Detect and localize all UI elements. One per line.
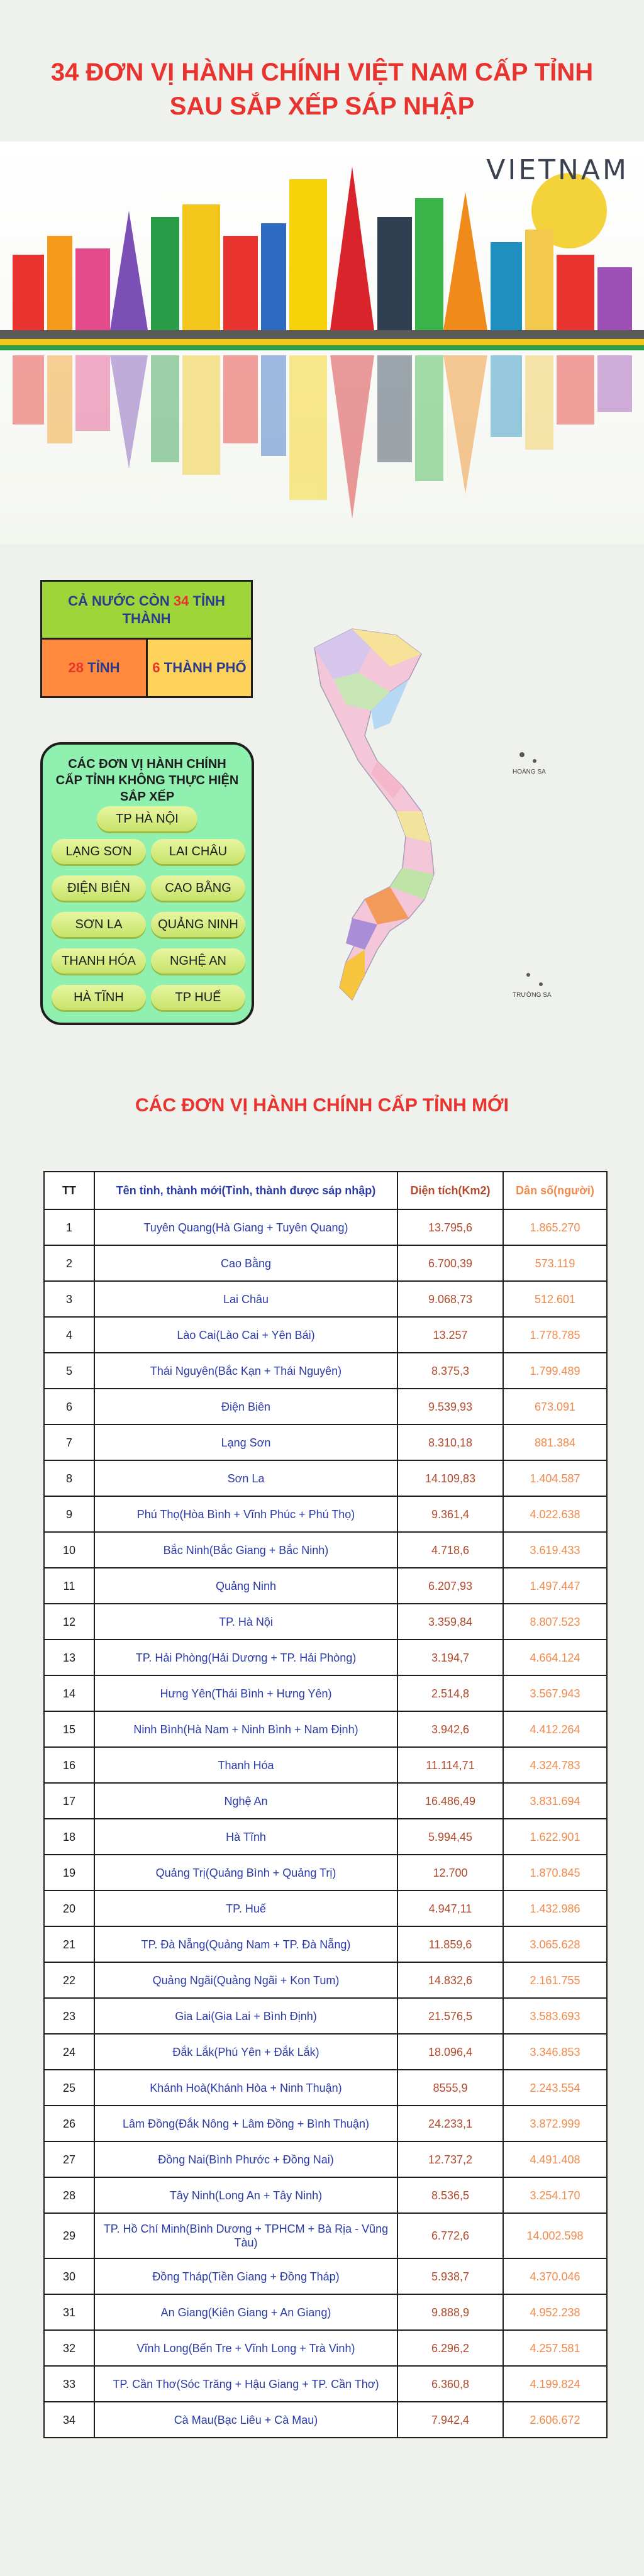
cell-tt: 25 <box>44 2070 94 2106</box>
cell-population: 1.870.845 <box>503 1855 607 1890</box>
cell-population: 1.432.986 <box>503 1890 607 1926</box>
unit-pill: LAI CHÂU <box>151 839 245 864</box>
table-row <box>44 2106 607 2141</box>
skyline-banner <box>0 142 644 544</box>
cell-population: 3.065.628 <box>503 1926 607 1962</box>
cell-tt: 4 <box>44 1317 94 1353</box>
cell-tt: 6 <box>44 1389 94 1424</box>
cell-tt: 17 <box>44 1783 94 1819</box>
cell-name: Đồng Tháp(Tiền Giang + Đồng Tháp) <box>94 2258 397 2294</box>
cell-name: Thái Nguyên(Bắc Kạn + Thái Nguyên) <box>94 1353 397 1389</box>
table-row <box>44 2258 607 2294</box>
table-row <box>44 2402 607 2438</box>
total-suffix: TỈNH THÀNH <box>122 592 225 626</box>
cell-population: 3.346.853 <box>503 2034 607 2070</box>
cell-population: 1.622.901 <box>503 1819 607 1855</box>
unit-pill: THANH HÓA <box>52 948 146 974</box>
cell-name: Hà Tĩnh <box>94 1819 397 1855</box>
table-row <box>44 1245 607 1281</box>
unit-pill: QUẢNG NINH <box>151 912 245 937</box>
province-number: 28 <box>68 660 84 675</box>
table-row <box>44 2177 607 2213</box>
cell-population: 573.119 <box>503 1245 607 1281</box>
table-row <box>44 1460 607 1496</box>
cell-area: 13.257 <box>397 1317 503 1353</box>
cell-population: 3.567.943 <box>503 1675 607 1711</box>
cell-area: 8555,9 <box>397 2070 503 2106</box>
cell-tt: 18 <box>44 1819 94 1855</box>
cell-name: Cà Mau(Bạc Liêu + Cà Mau) <box>94 2402 397 2438</box>
cell-area: 8.310,18 <box>397 1424 503 1460</box>
total-count <box>42 582 251 640</box>
table-row <box>44 1926 607 1962</box>
cell-name: Tây Ninh(Long An + Tây Ninh) <box>94 2177 397 2213</box>
cell-area: 6.296,2 <box>397 2330 503 2366</box>
cell-name: TP. Huế <box>94 1890 397 1926</box>
title-line-1: 34 ĐƠN VỊ HÀNH CHÍNH VIỆT NAM CẤP TỈNH <box>50 58 594 86</box>
cell-tt: 3 <box>44 1281 94 1317</box>
cell-name: Điện Biên <box>94 1389 397 1424</box>
table-row <box>44 2034 607 2070</box>
table-row <box>44 1819 607 1855</box>
cell-population: 1.778.785 <box>503 1317 607 1353</box>
cell-tt: 2 <box>44 1245 94 1281</box>
cell-area: 6.207,93 <box>397 1568 503 1604</box>
cell-population: 1.865.270 <box>503 1209 607 1245</box>
map-label-hoang-sa: HOÀNG SA <box>513 769 546 775</box>
cell-name: Tuyên Quang(Hà Giang + Tuyên Quang) <box>94 1209 397 1245</box>
cell-tt: 34 <box>44 2402 94 2438</box>
cell-area: 3.194,7 <box>397 1640 503 1675</box>
title-line-2: SAU SẮP XẾP SÁP NHẬP <box>169 92 475 120</box>
cell-name: Lai Châu <box>94 1281 397 1317</box>
cell-tt: 10 <box>44 1532 94 1568</box>
table-header-row <box>44 1172 607 1209</box>
cell-population: 14.002.598 <box>503 2213 607 2258</box>
cell-area: 12.700 <box>397 1855 503 1890</box>
cell-tt: 29 <box>44 2213 94 2258</box>
province-label: TỈNH <box>84 660 120 675</box>
cell-population: 4.664.124 <box>503 1640 607 1675</box>
table-row <box>44 1281 607 1317</box>
cell-name: Cao Bằng <box>94 1245 397 1281</box>
cell-name: Lâm Đồng(Đắk Nông + Lâm Đồng + Bình Thuận) <box>94 2106 397 2141</box>
cell-tt: 16 <box>44 1747 94 1783</box>
table-row <box>44 1532 607 1568</box>
cell-population: 1.404.587 <box>503 1460 607 1496</box>
cell-tt: 21 <box>44 1926 94 1962</box>
cell-tt: 9 <box>44 1496 94 1532</box>
cell-tt: 19 <box>44 1855 94 1890</box>
header-name: Tên tỉnh, thành mới(Tỉnh, thành được sáp nhập) <box>94 1172 397 1209</box>
cell-name: TP. Đà Nẵng(Quảng Nam + TP. Đà Nẵng) <box>94 1926 397 1962</box>
cell-name: Hưng Yên(Thái Bình + Hưng Yên) <box>94 1675 397 1711</box>
unit-pill: ĐIỆN BIÊN <box>52 875 146 901</box>
cell-area: 7.942,4 <box>397 2402 503 2438</box>
table-row <box>44 1962 607 1998</box>
city-number: 6 <box>152 660 160 675</box>
table-row <box>44 1496 607 1532</box>
cell-tt: 32 <box>44 2330 94 2366</box>
table-row <box>44 1353 607 1389</box>
cell-area: 3.359,84 <box>397 1604 503 1640</box>
cell-population: 2.243.554 <box>503 2070 607 2106</box>
table-row <box>44 1855 607 1890</box>
cell-area: 14.832,6 <box>397 1962 503 1998</box>
cell-tt: 8 <box>44 1460 94 1496</box>
cell-tt: 28 <box>44 2177 94 2213</box>
table-row <box>44 1424 607 1460</box>
cell-tt: 30 <box>44 2258 94 2294</box>
cell-population: 4.952.238 <box>503 2294 607 2330</box>
cell-name: Sơn La <box>94 1460 397 1496</box>
table-row <box>44 2366 607 2402</box>
header-population: Dân số(người) <box>503 1172 607 1209</box>
table-row <box>44 1890 607 1926</box>
cell-population: 4.022.638 <box>503 1496 607 1532</box>
table-row <box>44 2330 607 2366</box>
table-row <box>44 2294 607 2330</box>
cell-area: 6.700,39 <box>397 1245 503 1281</box>
unit-pill: CAO BẰNG <box>151 875 245 901</box>
table-row <box>44 1747 607 1783</box>
unit-pill: HÀ TĨNH <box>52 985 146 1010</box>
header-area: Diện tích(Km2) <box>397 1172 503 1209</box>
cell-area: 4.718,6 <box>397 1532 503 1568</box>
cell-tt: 31 <box>44 2294 94 2330</box>
city-label: THÀNH PHỐ <box>160 660 247 675</box>
cell-population: 4.324.783 <box>503 1747 607 1783</box>
cell-area: 8.375,3 <box>397 1353 503 1389</box>
cell-tt: 20 <box>44 1890 94 1926</box>
cell-area: 11.859,6 <box>397 1926 503 1962</box>
table-row <box>44 1711 607 1747</box>
cell-tt: 24 <box>44 2034 94 2070</box>
total-number: 34 <box>173 592 189 609</box>
cell-area: 5.994,45 <box>397 1819 503 1855</box>
cell-name: Ninh Bình(Hà Nam + Ninh Bình + Nam Định) <box>94 1711 397 1747</box>
cell-area: 6.772,6 <box>397 2213 503 2258</box>
cell-tt: 14 <box>44 1675 94 1711</box>
cell-population: 4.257.581 <box>503 2330 607 2366</box>
cell-tt: 23 <box>44 1998 94 2034</box>
unit-pill: LẠNG SƠN <box>52 839 146 864</box>
city-count <box>148 640 251 696</box>
cell-population: 4.370.046 <box>503 2258 607 2294</box>
cell-population: 3.831.694 <box>503 1783 607 1819</box>
cell-tt: 13 <box>44 1640 94 1675</box>
cell-population: 2.161.755 <box>503 1962 607 1998</box>
cell-tt: 11 <box>44 1568 94 1604</box>
cell-name: TP. Cần Thơ(Sóc Trăng + Hậu Giang + TP. Cần Thơ) <box>94 2366 397 2402</box>
cell-name: Đắk Lắk(Phú Yên + Đắk Lắk) <box>94 2034 397 2070</box>
table-row <box>44 1675 607 1711</box>
cell-population: 4.199.824 <box>503 2366 607 2402</box>
cell-area: 13.795,6 <box>397 1209 503 1245</box>
table-row <box>44 1568 607 1604</box>
cell-tt: 26 <box>44 2106 94 2141</box>
table-row <box>44 2141 607 2177</box>
unchanged-heading: CÁC ĐƠN VỊ HÀNH CHÍNH CẤP TỈNH KHÔNG THỰC HIỆN SẮP XẾP <box>55 757 239 804</box>
province-table <box>43 1171 608 2438</box>
skyline-illustration <box>0 142 644 544</box>
cell-name: Vĩnh Long(Bến Tre + Vĩnh Long + Trà Vinh) <box>94 2330 397 2366</box>
table-row <box>44 1317 607 1353</box>
cell-area: 14.109,83 <box>397 1460 503 1496</box>
cell-tt: 33 <box>44 2366 94 2402</box>
unchanged-units-box <box>40 742 254 1025</box>
table-row <box>44 1389 607 1424</box>
cell-name: Bắc Ninh(Bắc Giang + Bắc Ninh) <box>94 1532 397 1568</box>
unit-pill: SƠN LA <box>52 912 146 937</box>
unit-pill: NGHỆ AN <box>151 948 245 974</box>
cell-area: 5.938,7 <box>397 2258 503 2294</box>
cell-name: Đồng Nai(Bình Phước + Đồng Nai) <box>94 2141 397 2177</box>
cell-population: 1.497.447 <box>503 1568 607 1604</box>
table-row <box>44 1209 607 1245</box>
cell-population: 2.606.672 <box>503 2402 607 2438</box>
cell-tt: 12 <box>44 1604 94 1640</box>
cell-name: Nghệ An <box>94 1783 397 1819</box>
cell-area: 18.096,4 <box>397 2034 503 2070</box>
cell-population: 4.412.264 <box>503 1711 607 1747</box>
cell-population: 881.384 <box>503 1424 607 1460</box>
cell-tt: 1 <box>44 1209 94 1245</box>
cell-name: Lạng Sơn <box>94 1424 397 1460</box>
cell-name: TP. Hải Phòng(Hải Dương + TP. Hải Phòng) <box>94 1640 397 1675</box>
cell-name: Quảng Trị(Quảng Bình + Quảng Trị) <box>94 1855 397 1890</box>
section-title: CÁC ĐƠN VỊ HÀNH CHÍNH CẤP TỈNH MỚI <box>135 1095 509 1116</box>
vietnam-map <box>296 623 591 1038</box>
cell-tt: 15 <box>44 1711 94 1747</box>
cell-population: 1.799.489 <box>503 1353 607 1389</box>
cell-area: 21.576,5 <box>397 1998 503 2034</box>
cell-area: 8.536,5 <box>397 2177 503 2213</box>
cell-name: Thanh Hóa <box>94 1747 397 1783</box>
cell-name: Lào Cai(Lào Cai + Yên Bái) <box>94 1317 397 1353</box>
vietnam-wordmark: VIETNAM <box>486 154 629 186</box>
cell-tt: 27 <box>44 2141 94 2177</box>
cell-population: 3.583.693 <box>503 1998 607 2034</box>
cell-area: 11.114,71 <box>397 1747 503 1783</box>
cell-name: An Giang(Kiên Giang + An Giang) <box>94 2294 397 2330</box>
total-prefix: CẢ NƯỚC CÒN <box>68 592 174 609</box>
cell-name: Quảng Ninh <box>94 1568 397 1604</box>
vietnam-map-illustration <box>296 623 591 1038</box>
cell-population: 3.872.999 <box>503 2106 607 2141</box>
cell-area: 3.942,6 <box>397 1711 503 1747</box>
cell-area: 9.888,9 <box>397 2294 503 2330</box>
table-row <box>44 2213 607 2258</box>
cell-area: 9.361,4 <box>397 1496 503 1532</box>
cell-name: Phú Thọ(Hòa Bình + Vĩnh Phúc + Phú Thọ) <box>94 1496 397 1532</box>
table-row <box>44 1604 607 1640</box>
cell-area: 4.947,11 <box>397 1890 503 1926</box>
map-label-truong-sa: TRƯỜNG SA <box>513 992 552 999</box>
cell-population: 3.619.433 <box>503 1532 607 1568</box>
cell-tt: 7 <box>44 1424 94 1460</box>
table-row <box>44 1640 607 1675</box>
cell-area: 9.068,73 <box>397 1281 503 1317</box>
table-row <box>44 1998 607 2034</box>
unit-pill: TP HÀ NỘI <box>97 806 197 831</box>
cell-area: 6.360,8 <box>397 2366 503 2402</box>
cell-population: 8.807.523 <box>503 1604 607 1640</box>
cell-area: 24.233,1 <box>397 2106 503 2141</box>
cell-area: 16.486,49 <box>397 1783 503 1819</box>
cell-tt: 5 <box>44 1353 94 1389</box>
cell-tt: 22 <box>44 1962 94 1998</box>
cell-name: TP. Hồ Chí Minh(Bình Dương + TPHCM + Bà Rịa - Vũng Tàu) <box>94 2213 397 2258</box>
header-tt: TT <box>44 1172 94 1209</box>
cell-area: 2.514,8 <box>397 1675 503 1711</box>
province-count <box>42 640 148 696</box>
table-row <box>44 1783 607 1819</box>
cell-area: 9.539,93 <box>397 1389 503 1424</box>
cell-name: Khánh Hoà(Khánh Hòa + Ninh Thuận) <box>94 2070 397 2106</box>
cell-name: TP. Hà Nội <box>94 1604 397 1640</box>
province-count-box <box>40 580 253 698</box>
cell-name: Quảng Ngãi(Quảng Ngãi + Kon Tum) <box>94 1962 397 1998</box>
unit-pill: TP HUẾ <box>151 985 245 1010</box>
cell-population: 512.601 <box>503 1281 607 1317</box>
cell-population: 3.254.170 <box>503 2177 607 2213</box>
table-row <box>44 2070 607 2106</box>
cell-name: Gia Lai(Gia Lai + Bình Định) <box>94 1998 397 2034</box>
cell-population: 4.491.408 <box>503 2141 607 2177</box>
page-title <box>0 55 644 123</box>
cell-area: 12.737,2 <box>397 2141 503 2177</box>
cell-population: 673.091 <box>503 1389 607 1424</box>
